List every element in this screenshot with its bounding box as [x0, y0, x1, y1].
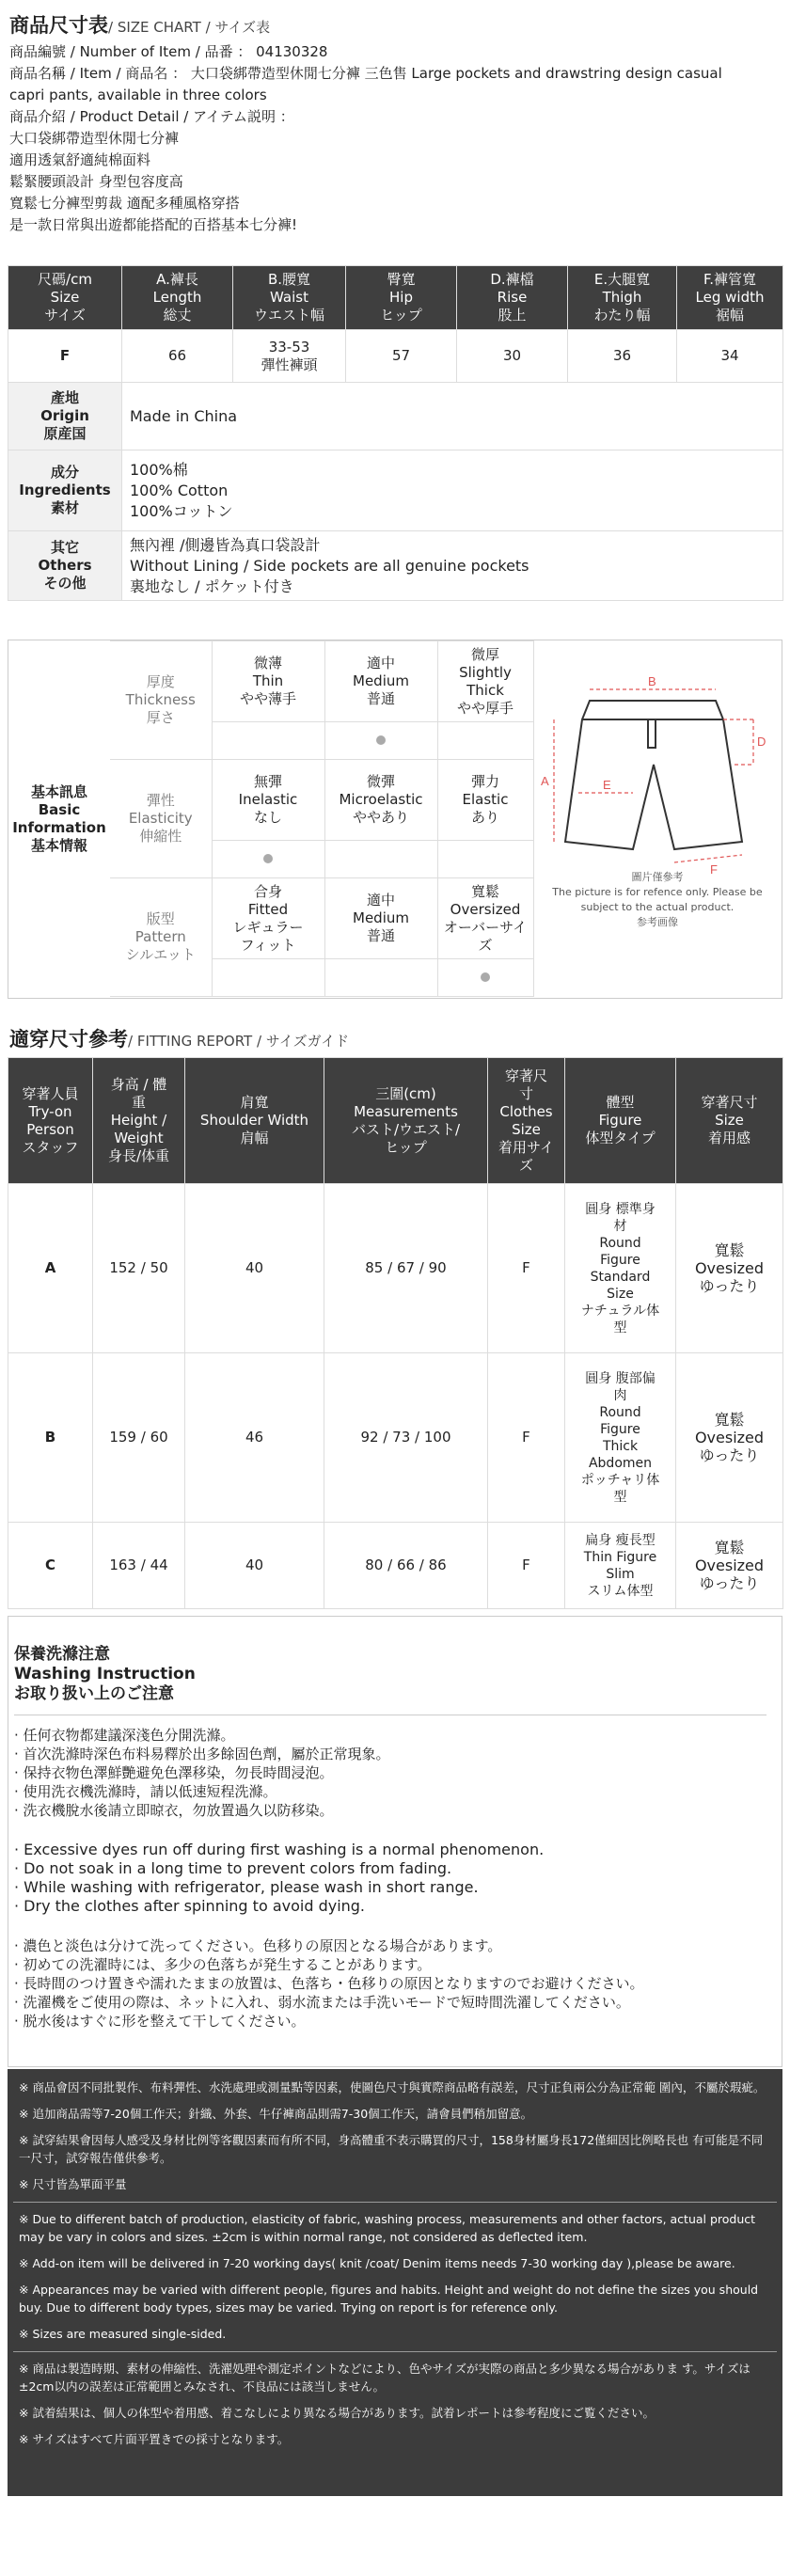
- text-line: Ovesized: [694, 1429, 765, 1446]
- text-line: ポッチャリ体: [580, 1472, 660, 1488]
- text-line: 無內裡 /側邊皆為真口袋設計: [130, 535, 321, 554]
- text-line: ゆったり: [699, 1446, 760, 1464]
- text-line: Washing Instruction: [14, 1665, 196, 1683]
- washing-instructions: [8, 1616, 782, 2067]
- fitting-cell-fit: [676, 1353, 783, 1523]
- header-line: 身高 / 體: [110, 1076, 167, 1093]
- fitting-cell-shoulder: 46: [185, 1353, 324, 1523]
- selection-cell: [437, 959, 533, 997]
- header-line: ヒップ: [380, 307, 422, 324]
- text-line: 合身: [253, 882, 282, 900]
- text-line: Size: [607, 1286, 634, 1302]
- text-line: 其它: [50, 539, 79, 556]
- text-line: 基本情報: [30, 837, 87, 854]
- others-row: [8, 531, 783, 601]
- text-line: Slim: [606, 1566, 635, 1582]
- fitting-table: [8, 1057, 782, 1609]
- fitting-cell-fit: [676, 1523, 783, 1609]
- text-line: Slightly: [459, 663, 512, 681]
- note-item: ※ 試穿結果會因每人感受及身材比例等客觀因素而有所不同，身高體重不表示購買的尺寸，158身材屬身長172僅細因比例略長也 有可能是不同一尺寸，試穿報告僅供參考。: [19, 2133, 764, 2165]
- fitting-header-1: [93, 1058, 185, 1184]
- fitting-cell-hw: 159 / 60: [93, 1353, 185, 1523]
- diagram-label-b: B: [648, 674, 656, 688]
- text-line: 100% Cotton: [130, 481, 229, 499]
- fitting-cell-shoulder: 40: [185, 1523, 324, 1609]
- header-line: 股上: [498, 307, 527, 324]
- header-line: 着用感: [707, 1130, 750, 1146]
- basic-info-label: [8, 640, 110, 998]
- fitting-cell-figure: [565, 1184, 676, 1353]
- note-item: ※ 商品は製造時期、素材の伸縮性、洗濯処理や測定ポイントなどにより、色やサイズが実際の商品と多少異なる場合がありま す。サイズは±2cm以内の誤差は正常範囲とみなされ、不良品には該当しません。: [19, 2362, 750, 2394]
- header-line: B.腰寬: [267, 271, 311, 288]
- text-line: 彈性: [146, 792, 175, 809]
- attribute-label: [110, 641, 212, 760]
- product-line: 商品名稱 / Item / 商品名 ： 大口袋綁帶造型休閒七分褲 三色售 Large pockets and drawstring design casual: [9, 65, 722, 82]
- origin-label: [8, 383, 122, 450]
- text-line: 寬鬆: [470, 882, 499, 900]
- fitting-cell-figure: [565, 1353, 676, 1523]
- fitting-cell-meas: 85 / 67 / 90: [324, 1184, 488, 1353]
- text-line: 微薄: [253, 655, 282, 672]
- header-line: Waist: [270, 289, 308, 306]
- text-line: Thickness: [125, 691, 196, 708]
- diagram-label-d: D: [757, 735, 766, 749]
- text-line: Basic: [38, 801, 81, 818]
- note-item: ※ Appearances may be varied with different people, figures and habits. Height and weight do not define the sizes you should buy. Due to different body types, sizes may be varied. Trying on report is for reference only.: [19, 2283, 759, 2315]
- product-line: 大口袋綁帶造型休閒七分褲: [9, 130, 180, 147]
- size-table: [8, 265, 782, 601]
- text-line: Elasticity: [128, 810, 193, 827]
- notes-panel: [8, 2069, 782, 2496]
- header: [9, 13, 781, 236]
- diagram-label-a: A: [541, 774, 549, 788]
- size-header-5: [568, 266, 677, 330]
- washing-zh: [14, 1726, 766, 1820]
- size-row-f: [8, 330, 783, 383]
- text-line: Medium: [353, 909, 409, 926]
- product-line: capri pants, available in three colors: [9, 87, 267, 103]
- attribute-option: [212, 641, 324, 722]
- fitting-cell-hw: 152 / 50: [93, 1184, 185, 1353]
- header-line: ズ: [518, 1156, 533, 1174]
- notes-en: [8, 2210, 782, 2343]
- header-line: サイズ: [44, 307, 86, 324]
- text-line: Round: [599, 1235, 641, 1251]
- text-line: Without Lining / Side pockets are all genuine pockets: [130, 556, 529, 575]
- text-line: 型: [613, 1320, 627, 1335]
- product-line: 寬鬆七分褲型剪裁 適配多種風格穿搭: [9, 195, 240, 212]
- text-line: 寬鬆: [714, 1241, 745, 1259]
- header-line: 臀寬: [387, 271, 416, 288]
- text-line: · 保持衣物色澤鮮艷避免色澤移染，勿長時間浸泡。: [14, 1764, 334, 1781]
- selection-cell: [212, 959, 324, 997]
- fitting-row: [8, 1523, 783, 1609]
- text-line: Ovesized: [694, 1259, 765, 1277]
- washing-ja: [14, 1936, 766, 2031]
- selection-cell: [324, 722, 437, 760]
- text-line: Abdomen: [588, 1455, 653, 1471]
- text-line: Thin Figure: [583, 1549, 657, 1565]
- text-line: 產地: [50, 389, 79, 406]
- attribute-option: [324, 641, 437, 722]
- header-line: Length: [152, 289, 202, 306]
- size-header-4: [457, 266, 568, 330]
- text-line: Figure: [600, 1421, 640, 1437]
- fitting-cell-person: A: [8, 1184, 93, 1353]
- attribute-option: [212, 878, 324, 959]
- header-line: 穿著人員: [22, 1084, 79, 1102]
- page-title: 商品尺寸表/ SIZE CHART / サイズ表: [9, 14, 271, 37]
- header-line: F.褲管寬: [703, 271, 756, 288]
- note-item: ※ 追加商品需等7-20個工作天；針織、外套、牛仔褲商品則需7-30個工作天，請會員們稍加留意。: [19, 2107, 533, 2121]
- header-line: Thigh: [602, 289, 642, 306]
- text-line: ゆったり: [699, 1574, 760, 1592]
- attribute-option: [212, 760, 324, 841]
- length-cell: 66: [122, 330, 233, 383]
- product-info: [9, 41, 781, 236]
- note-item: ※ 尺寸皆為單面平量: [19, 2177, 127, 2191]
- header-line: バスト/ウエスト/: [351, 1120, 461, 1138]
- washing-en: [14, 1841, 766, 1916]
- note-item: ※ Due to different batch of production, elasticity of fabric, washing process, measurements and other factors, actual product may be vary in colors and sizes. ±2cm is within normal range, not considered as deflected item.: [19, 2212, 756, 2244]
- selection-cell: [212, 722, 324, 760]
- product-line: 適用透氣舒適純棉面料: [9, 151, 151, 168]
- text-line: ズ: [478, 936, 493, 954]
- text-line: 普通: [366, 927, 395, 944]
- attribute-row: [110, 760, 533, 841]
- text-line: 肉: [613, 1387, 627, 1403]
- text-line: 100%コットン: [130, 501, 233, 520]
- notes-ja: [8, 2360, 782, 2448]
- attribute-option: [324, 878, 437, 959]
- text-line: 裏地なし / ポケット付き: [130, 577, 294, 595]
- text-line: 圖片僅參考: [631, 871, 684, 883]
- fitting-header-5: [565, 1058, 676, 1184]
- header-line: 体型タイプ: [585, 1130, 656, 1146]
- header-line: Figure: [598, 1112, 642, 1129]
- header-line: 裾幅: [715, 307, 744, 324]
- text-line: 型: [613, 1489, 627, 1505]
- text-line: · While washing with refrigerator, please wash in short range.: [14, 1878, 479, 1896]
- text-line: Pattern: [134, 928, 186, 945]
- text-line: Others: [38, 557, 92, 574]
- text-line: · 濃色と淡色は分けて洗ってください。色移りの原因となる場合があります。: [14, 1937, 502, 1954]
- origin-value: Made in China: [122, 383, 783, 450]
- header-line: 着用サイ: [498, 1138, 554, 1156]
- text-line: Oversized: [450, 900, 521, 918]
- text-line: あり: [470, 809, 499, 826]
- text-line: 参考画像: [637, 916, 678, 928]
- fitting-header-3: [324, 1058, 488, 1184]
- notes-zh: [8, 2078, 782, 2193]
- header-line: 重: [131, 1094, 146, 1111]
- text-line: · Dry the clothes after spinning to avoid dying.: [14, 1897, 366, 1915]
- selection-cell: [324, 841, 437, 878]
- others-label: [8, 531, 122, 601]
- header-line: Leg width: [695, 289, 765, 306]
- text-line: 版型: [146, 910, 175, 927]
- product-line: 商品介紹 / Product Detail / アイテム説明 ：: [9, 108, 294, 125]
- text-line: ややあり: [352, 809, 409, 826]
- text-line: やや薄手: [239, 690, 296, 707]
- product-line: 鬆緊腰頭設計 身型包容度高: [9, 173, 183, 190]
- diagram-caption: [535, 870, 780, 930]
- size-header-1: [122, 266, 233, 330]
- pants-diagram: [535, 661, 780, 962]
- text-line: オーバーサイ: [443, 918, 528, 936]
- text-line: Thick: [466, 681, 504, 699]
- text-line: 材: [613, 1218, 627, 1234]
- size-header-3: [346, 266, 457, 330]
- header-line: Size: [512, 1120, 541, 1138]
- text-line: お取り扱い上のご注意: [14, 1684, 174, 1703]
- text-line: · 脱水後はすぐに形を整えて干してください。: [14, 2013, 306, 2030]
- header-line: 尺碼/cm: [38, 271, 92, 288]
- attribute-row: [110, 641, 533, 722]
- header-line: Measurements: [354, 1102, 458, 1120]
- header-line: 肩寬: [240, 1094, 269, 1111]
- attribute-option: [437, 760, 533, 841]
- text-line: The picture is for refence only. Please be: [552, 886, 763, 898]
- text-line: 微彈: [366, 773, 395, 790]
- text-line: · 長時間のつけ置きや濡れたままの放置は、色落ち・色移りの原因となりますのでお避けください。: [14, 1975, 644, 1992]
- text-line: Figure: [600, 1252, 640, 1268]
- header-line: E.大腿寬: [593, 271, 651, 288]
- text-line: Ovesized: [694, 1557, 765, 1574]
- origin-row: [8, 383, 783, 450]
- text-line: · Excessive dyes run off during first washing is a normal phenomenon.: [14, 1841, 545, 1858]
- text-line: 伸縮性: [139, 828, 182, 845]
- header-line: 體型: [606, 1094, 635, 1111]
- attribute-table: [110, 640, 534, 997]
- header-line: 穿著尺: [504, 1067, 547, 1084]
- header-line: スタッフ: [22, 1138, 79, 1156]
- text-line: 厚さ: [146, 709, 175, 726]
- fitting-cell-person: B: [8, 1353, 93, 1523]
- diagram-label-f: F: [710, 862, 718, 877]
- product-line: 商品編號 / Number of Item / 品番 ： 04130328: [9, 43, 328, 60]
- text-line: 寬鬆: [714, 1411, 745, 1429]
- size-header-2: [233, 266, 346, 330]
- text-line: Thin: [252, 672, 284, 689]
- fitting-cell-figure: [565, 1523, 676, 1609]
- note-item: ※ 試着結果は、個人の体型や着用感、着こなしにより異なる場合があります。試着レポートは参考程度にご覧ください。: [19, 2406, 655, 2420]
- text-line: レギュラー: [232, 918, 304, 936]
- text-line: subject to the actual product.: [580, 901, 735, 913]
- text-line: 原産国: [43, 425, 87, 442]
- thigh-cell: 36: [568, 330, 677, 383]
- basic-info: [8, 640, 782, 999]
- note-item: ※ サイズはすべて片面平置きでの採寸となります。: [19, 2432, 290, 2446]
- hip-cell: 57: [346, 330, 457, 383]
- fitting-cell-size: F: [488, 1353, 565, 1523]
- selection-cell: [437, 722, 533, 760]
- text-line: 圓身 標準身: [585, 1201, 656, 1217]
- text-line: 寬鬆: [714, 1539, 745, 1557]
- fitting-row: [8, 1353, 783, 1523]
- note-item: ※ Sizes are measured single-sided.: [19, 2327, 227, 2341]
- header-line: ヒップ: [385, 1138, 427, 1156]
- fitting-cell-size: F: [488, 1523, 565, 1609]
- header-line: Try-on: [28, 1102, 72, 1120]
- text-line: 素材: [50, 499, 79, 516]
- text-line: Inelastic: [238, 791, 298, 808]
- text-line: · 任何衣物都建議深淺色分開洗滌。: [14, 1727, 235, 1744]
- fitting-cell-meas: 92 / 73 / 100: [324, 1353, 488, 1523]
- text-line: · 洗衣機脫水後請立即晾衣，勿放置過久以防移染。: [14, 1802, 334, 1819]
- text-line: · Do not soak in a long time to prevent colors from fading.: [14, 1859, 452, 1877]
- header-line: Hip: [389, 289, 413, 306]
- header-line: Height /: [110, 1112, 167, 1129]
- header-line: 身長/体重: [107, 1147, 170, 1164]
- fitting-header-2: [185, 1058, 324, 1184]
- attribute-option: [437, 878, 533, 959]
- text-line: Ingredients: [19, 482, 111, 498]
- fitting-title: 適穿尺寸參考/ FITTING REPORT / サイズガイド: [9, 1028, 350, 1051]
- header-line: Weight: [114, 1130, 164, 1146]
- text-line: 普通: [366, 690, 395, 707]
- ingredients-value: [122, 450, 783, 531]
- text-line: 扁身 瘦長型: [585, 1532, 656, 1548]
- text-line: Elastic: [462, 791, 509, 808]
- text-line: スリム体型: [587, 1583, 654, 1599]
- header-line: 総丈: [163, 307, 192, 324]
- text-line: · 使用洗衣機洗滌時，請以低速短程洗滌。: [14, 1783, 277, 1800]
- selection-cell: [324, 959, 437, 997]
- header-line: Person: [26, 1120, 74, 1138]
- text-line: Fitted: [247, 900, 289, 918]
- waist-cell: 33-53 彈性褲頭: [233, 330, 346, 383]
- selected-dot-icon: [376, 735, 386, 745]
- text-line: 適中: [366, 892, 395, 909]
- fitting-header-0: [8, 1058, 93, 1184]
- header-line: ウエスト幅: [253, 307, 324, 324]
- note-item: ※ Add-on item will be delivered in 7-20 working days( knit /coat/ Denim items needs 7-30 working day ),please be aware.: [19, 2256, 735, 2270]
- text-line: 無彈: [253, 773, 282, 790]
- text-line: 保養洗滌注意: [14, 1645, 110, 1664]
- header-line: 三圍(cm): [375, 1084, 436, 1102]
- text-line: 100%棉: [130, 460, 188, 479]
- fitting-cell-fit: [676, 1184, 783, 1353]
- text-line: 基本訊息: [30, 783, 87, 800]
- text-line: Medium: [353, 672, 409, 689]
- text-line: 厚度: [146, 673, 175, 690]
- attribute-label: [110, 760, 212, 878]
- header-line: わたり幅: [593, 307, 651, 324]
- header-line: D.褲檔: [490, 271, 534, 288]
- text-line: Standard: [590, 1269, 651, 1285]
- selected-dot-icon: [481, 972, 490, 982]
- text-line: Thick: [602, 1438, 639, 1454]
- header-line: 寸: [518, 1084, 533, 1102]
- fitting-cell-size: F: [488, 1184, 565, 1353]
- note-item: ※ 商品會因不同批製作、布料彈性、水洗處理或測量點等因素，使圖色尺寸與實際商品略有誤差，尺寸正負兩公分為正常範 圍內，不屬於瑕疵。: [19, 2080, 766, 2094]
- text-line: 微厚: [470, 645, 499, 663]
- selected-dot-icon: [263, 854, 273, 863]
- fitting-cell-person: C: [8, 1523, 93, 1609]
- header-line: Clothes: [499, 1102, 553, 1120]
- text-line: シルエット: [125, 946, 196, 963]
- text-line: 適中: [366, 655, 395, 672]
- size-header-0: [8, 266, 122, 330]
- size-header-6: [677, 266, 783, 330]
- ingredients-label: [8, 450, 122, 531]
- attribute-option: [437, 641, 533, 722]
- text-line: 成分: [50, 464, 79, 481]
- text-line: Round: [599, 1404, 641, 1420]
- selection-cell: [212, 841, 324, 878]
- text-line: · 首次洗滌時深色布料易釋於出多餘固色劑，屬於正常現象。: [14, 1746, 390, 1762]
- attribute-label: [110, 878, 212, 997]
- text-line: ナチュラル体: [580, 1303, 660, 1319]
- header-line: A.褲長: [156, 271, 198, 288]
- text-line: Origin: [40, 407, 89, 424]
- text-line: その他: [43, 575, 87, 592]
- header-line: 肩幅: [240, 1130, 269, 1146]
- selection-cell: [437, 841, 533, 878]
- text-line: 彈力: [470, 773, 499, 790]
- header-line: 穿著尺寸: [701, 1094, 758, 1111]
- attribute-row: [110, 878, 533, 959]
- fitting-cell-shoulder: 40: [185, 1184, 324, 1353]
- size-cell: F: [8, 330, 122, 383]
- text-line: ゆったり: [699, 1277, 760, 1295]
- text-line: なし: [253, 809, 282, 826]
- washing-title: [14, 1645, 196, 1704]
- rise-cell: 30: [457, 330, 568, 383]
- ingredients-row: [8, 450, 783, 531]
- fitting-header-4: [488, 1058, 565, 1184]
- text-line: Information: [12, 819, 106, 836]
- attribute-option: [324, 760, 437, 841]
- header-line: Shoulder Width: [199, 1112, 309, 1129]
- text-line: · 初めての洗濯時には、多少の色落ちが発生することがあります。: [14, 1956, 432, 1973]
- fitting-cell-hw: 163 / 44: [93, 1523, 185, 1609]
- text-line: フィット: [240, 936, 296, 954]
- others-value: [122, 531, 783, 601]
- header-line: Rise: [497, 289, 528, 306]
- text-line: 圓身 腹部偏: [585, 1370, 656, 1386]
- leg-cell: 34: [677, 330, 783, 383]
- fitting-cell-meas: 80 / 66 / 86: [324, 1523, 488, 1609]
- text-line: · 洗濯機をご使用の際は、ネットに入れ、弱水流または手洗いモードで短時間洗濯してください。: [14, 1994, 630, 2011]
- fitting-header-6: [676, 1058, 783, 1184]
- diagram-label-e: E: [603, 778, 611, 792]
- header-line: Size: [715, 1112, 744, 1129]
- product-line: 是一款日常與出遊都能搭配的百搭基本七分褲!: [9, 216, 298, 233]
- text-line: やや厚手: [456, 699, 514, 717]
- fitting-row: [8, 1184, 783, 1353]
- text-line: Microelastic: [339, 791, 423, 808]
- header-line: Size: [50, 289, 80, 306]
